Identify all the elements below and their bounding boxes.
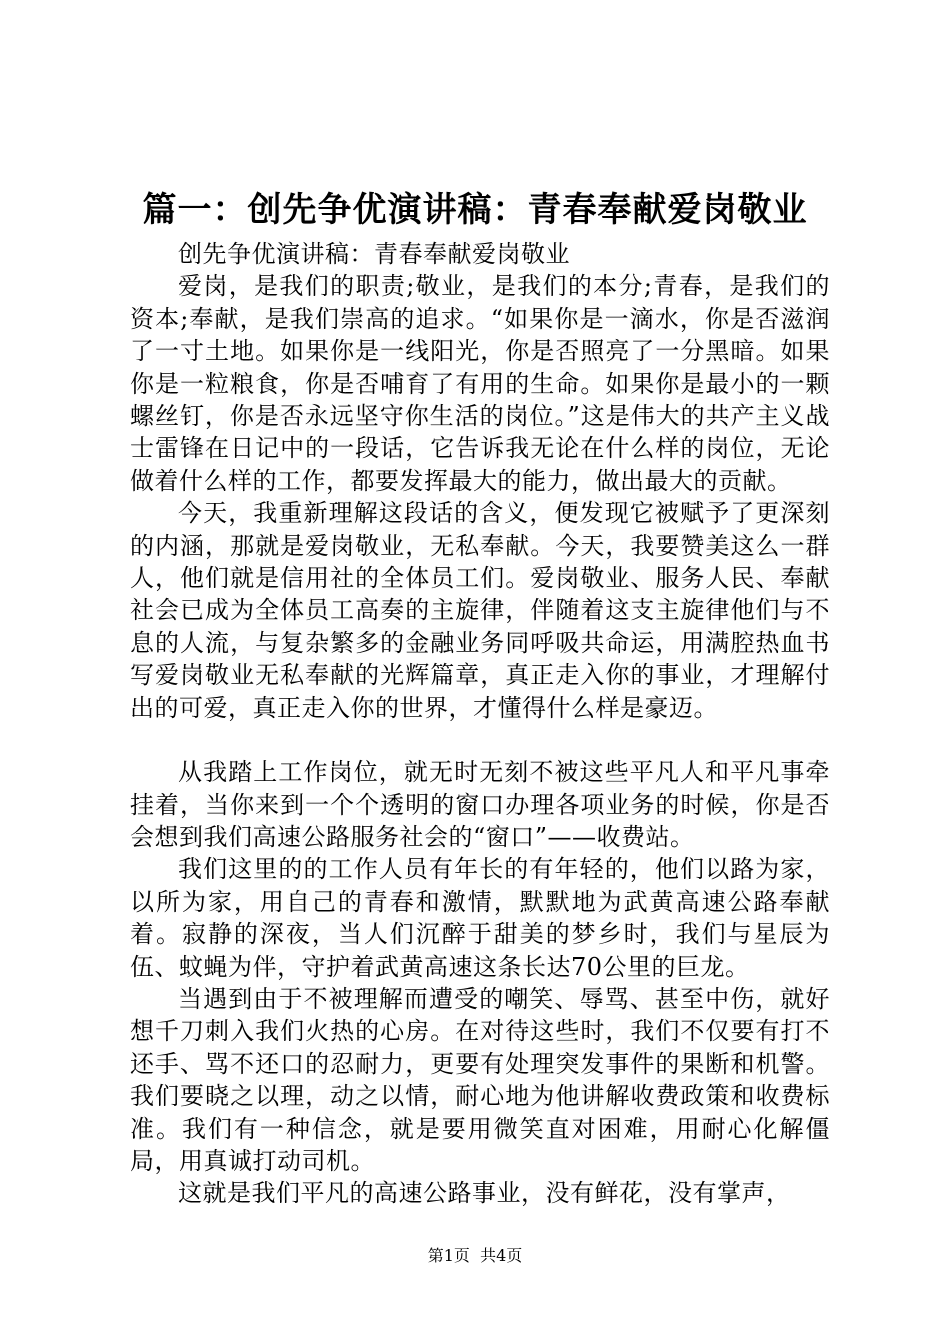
document-subtitle: 创先争优演讲稿：青春奉献爱岗敬业 bbox=[178, 240, 570, 268]
paragraph-6: 这就是我们平凡的高速公路事业，没有鲜花，没有掌声， bbox=[178, 1179, 791, 1208]
paragraph-5: 当遇到由于不被理解而遭受的嘲笑、辱骂、甚至中伤，就好想千刀刺入我们火热的心房。在对待这些时，我们不仅要有打不还手、骂不还口的忍耐力，更要有处理突发事件的果断和机警。我们要晓之以理，动之以情，耐心地为他讲解收费政策和收费标准。我们有一种信念，就是要用微笑直对困难，用耐心化解僵局，用真诚打动司机。 bbox=[130, 984, 830, 1175]
paragraph-gap bbox=[130, 724, 830, 756]
paragraph-3: 从我踏上工作岗位，就无时无刻不被这些平凡人和平凡事牵挂着，当你来到一个个透明的窗口办理各项业务的时候，你是否会想到我们高速公路服务社会的“窗口”——收费站。 bbox=[130, 758, 830, 851]
document-title: 篇一：创先争优演讲稿：青春奉献爱岗敬业 bbox=[142, 190, 808, 230]
page-number-label: 第1页 共4页 bbox=[427, 1246, 523, 1265]
page-footer bbox=[0, 1246, 950, 1266]
paragraph-2: 今天，我重新理解这段话的含义，便发现它被赋予了更深刻的内涵，那就是爱岗敬业，无私奉献。今天，我要赞美这么一群人，他们就是信用社的全体员工们。爱岗敬业、服务人民、奉献社会已成为全体员工高奏的主旋律，伴随着这支主旋律他们与不息的人流，与复杂繁多的金融业务同呼吸共命运，用满腔热血书写爱岗敬业无私奉献的光辉篇章，真正走入你的事业，才理解付出的可爱，真正走入你的世界，才懂得什么样是豪迈。 bbox=[130, 499, 830, 722]
document-body bbox=[130, 238, 830, 1210]
paragraph-4: 我们这里的的工作人员有年长的有年轻的，他们以路为家，以所为家，用自己的青春和激情，默默地为武黄高速公路奉献着。寂静的深夜，当人们沉醉于甜美的梦乡时，我们与星辰为伍、蚊蝇为伴，守护着武黄高速这条长达70公里的巨龙。 bbox=[130, 855, 830, 981]
paragraph-1: 爱岗，是我们的职责;敬业，是我们的本分;青春，是我们的资本;奉献，是我们崇高的追求。“如果你是一滴水，你是否滋润了一寸土地。如果你是一线阳光，你是否照亮了一分黑暗。如果你是一粒粮食，你是否哺育了有用的生命。如果你是最小的一颗螺丝钉，你是否永远坚守你生活的岗位。”这是伟大的共产主义战士雷锋在日记中的一段话，它告诉我无论在什么样的岗位，无论做着什么样的工作，都要发挥最大的能力，做出最大的贡献。 bbox=[130, 272, 830, 495]
